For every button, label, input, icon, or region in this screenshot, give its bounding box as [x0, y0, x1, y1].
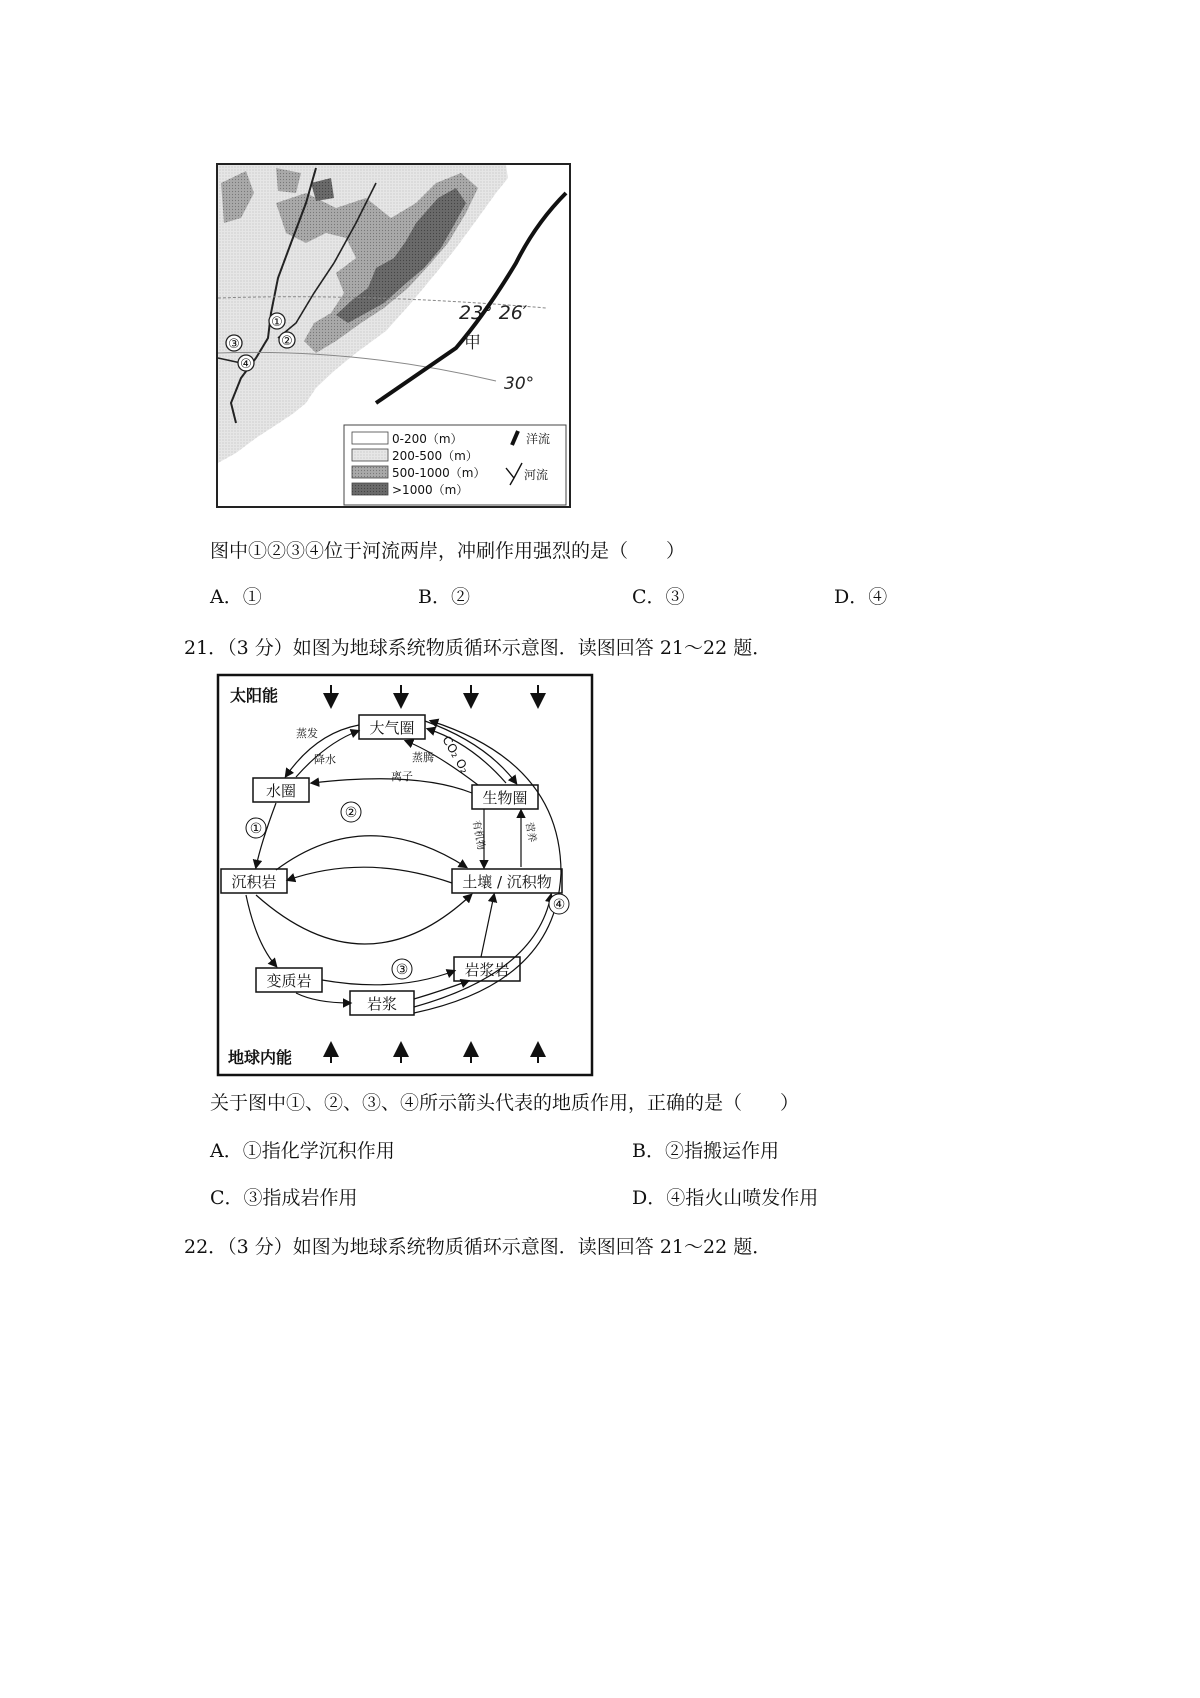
magma-box: 岩浆 [366, 995, 398, 1013]
question-21-option-d[interactable]: D．④指火山喷发作用 [632, 1187, 819, 1209]
gas-exchange-label: CO₂ O₂ [439, 733, 472, 776]
question-20-option-d[interactable]: D．④ [834, 586, 888, 608]
legend-elev-3: 500-1000（m） [392, 466, 486, 480]
solar-energy-label: 太阳能 [230, 686, 279, 705]
point-label-4: ④ [240, 357, 252, 372]
map-legend [344, 425, 566, 505]
legend-elev-4: >1000（m） [392, 483, 469, 497]
question-21-option-c[interactable]: C．③指成岩作用 [210, 1187, 358, 1209]
area-label-jia: 甲 [464, 333, 481, 353]
soil-sediment-box: 土壤 / 沉积物 [462, 873, 552, 891]
hydrosphere-box: 水圈 [265, 782, 297, 800]
material-cycle-diagram [216, 673, 596, 1078]
legend-elev-2: 200-500（m） [392, 449, 478, 463]
question-21-option-b[interactable]: B．②指搬运作用 [632, 1140, 779, 1162]
sedimentary-rock-box: 沉积岩 [231, 873, 277, 891]
transpiration-label: 蒸腾 [412, 751, 434, 764]
question-21-heading: 21．（3 分）如图为地球系统物质循环示意图．读图回答 21～22 题． [184, 637, 772, 659]
latitude-30-label: 30° [504, 374, 535, 394]
marker-4: ④ [552, 897, 566, 913]
point-label-1: ① [271, 315, 283, 330]
ions-label: 离子 [391, 770, 413, 783]
question-20-stem: 图中①②③④位于河流两岸，冲刷作用强烈的是（ ） [210, 540, 686, 562]
organic-label: 有机物 [470, 819, 487, 852]
point-label-3: ③ [228, 337, 240, 352]
question-20-option-c[interactable]: C．③ [632, 586, 685, 608]
nutrients-label: 营养 [523, 821, 538, 844]
map-figure [216, 163, 572, 508]
legend-current: 洋流 [526, 432, 551, 446]
coastal-terrain-map [216, 163, 572, 508]
atmosphere-box: 大气圈 [369, 719, 415, 737]
marker-1: ① [249, 821, 263, 837]
metamorphic-rock-box: 变质岩 [266, 972, 312, 990]
legend-elev-1: 0-200（m） [392, 432, 463, 446]
question-21-option-a[interactable]: A．①指化学沉积作用 [210, 1140, 395, 1162]
precipitation-label: 降水 [314, 753, 336, 766]
point-label-2: ② [281, 334, 293, 349]
igneous-rock-box: 岩浆岩 [464, 961, 510, 979]
question-22-heading: 22．（3 分）如图为地球系统物质循环示意图．读图回答 21～22 题． [184, 1236, 772, 1258]
internal-energy-label: 地球内能 [228, 1048, 293, 1067]
question-20-option-a[interactable]: A．① [210, 586, 262, 608]
tropic-label: 23° 26′ [459, 302, 528, 324]
question-20-option-b[interactable]: B．② [418, 586, 470, 608]
marker-3: ③ [395, 962, 409, 978]
question-21-stem: 关于图中①、②、③、④所示箭头代表的地质作用，正确的是（ ） [210, 1092, 800, 1114]
biosphere-box: 生物圈 [482, 789, 528, 807]
marker-2: ② [344, 805, 358, 821]
legend-river: 河流 [524, 468, 549, 482]
evaporation-label: 蒸发 [296, 727, 318, 740]
cycle-figure [216, 673, 596, 1078]
